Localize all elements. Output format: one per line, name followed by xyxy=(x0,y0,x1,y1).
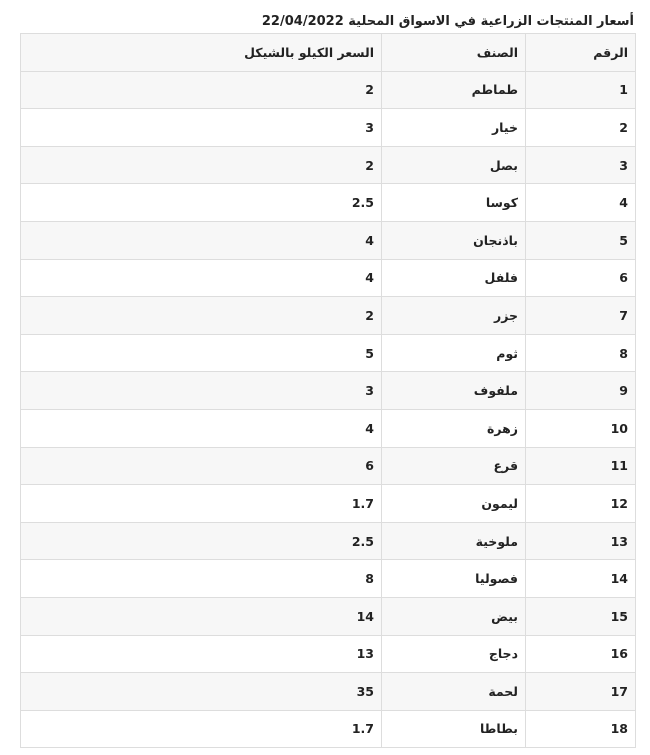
table-row xyxy=(21,184,636,222)
cell-number: 2 xyxy=(526,109,636,147)
cell-price: 5 xyxy=(21,334,382,372)
cell-price: 4 xyxy=(21,221,382,259)
table-row xyxy=(21,409,636,447)
header-number: الرقم xyxy=(526,34,636,72)
cell-price: 2 xyxy=(21,71,382,109)
cell-price: 8 xyxy=(21,560,382,598)
cell-number: 11 xyxy=(526,447,636,485)
table-body xyxy=(21,71,636,748)
cell-number: 4 xyxy=(526,184,636,222)
cell-price: 3 xyxy=(21,372,382,410)
header-row xyxy=(21,34,636,72)
cell-number: 1 xyxy=(526,71,636,109)
cell-number: 18 xyxy=(526,710,636,748)
table-row xyxy=(21,673,636,711)
table-header xyxy=(21,34,636,72)
table-row xyxy=(21,635,636,673)
table-row xyxy=(21,447,636,485)
cell-number: 17 xyxy=(526,673,636,711)
cell-price: 1.7 xyxy=(21,710,382,748)
table-row xyxy=(21,522,636,560)
table-row xyxy=(21,109,636,147)
cell-item: بيض xyxy=(382,597,526,635)
cell-number: 8 xyxy=(526,334,636,372)
table-row xyxy=(21,221,636,259)
cell-price: 6 xyxy=(21,447,382,485)
table-row xyxy=(21,334,636,372)
cell-price: 2 xyxy=(21,146,382,184)
cell-price: 3 xyxy=(21,109,382,147)
cell-number: 15 xyxy=(526,597,636,635)
cell-price: 2 xyxy=(21,297,382,335)
cell-number: 6 xyxy=(526,259,636,297)
cell-number: 7 xyxy=(526,297,636,335)
cell-price: 4 xyxy=(21,259,382,297)
cell-item: خيار xyxy=(382,109,526,147)
cell-item: لحمة xyxy=(382,673,526,711)
cell-item: ملفوف xyxy=(382,372,526,410)
cell-price: 2.5 xyxy=(21,522,382,560)
cell-item: جزر xyxy=(382,297,526,335)
cell-number: 16 xyxy=(526,635,636,673)
cell-number: 5 xyxy=(526,221,636,259)
prices-table xyxy=(20,33,636,748)
cell-item: كوسا xyxy=(382,184,526,222)
cell-price: 1.7 xyxy=(21,485,382,523)
cell-item: بصل xyxy=(382,146,526,184)
table-row xyxy=(21,297,636,335)
cell-price: 35 xyxy=(21,673,382,711)
cell-item: ليمون xyxy=(382,485,526,523)
cell-item: ثوم xyxy=(382,334,526,372)
cell-item: طماطم xyxy=(382,71,526,109)
cell-item: قرع xyxy=(382,447,526,485)
cell-number: 9 xyxy=(526,372,636,410)
cell-price: 2.5 xyxy=(21,184,382,222)
cell-price: 4 xyxy=(21,409,382,447)
cell-price: 14 xyxy=(21,597,382,635)
table-caption: أسعار المنتجات الزراعية في الاسواق المحلية 22/04/2022 xyxy=(261,14,634,29)
cell-price: 13 xyxy=(21,635,382,673)
table-row xyxy=(21,259,636,297)
cell-number: 12 xyxy=(526,485,636,523)
header-item: الصنف xyxy=(382,34,526,72)
cell-number: 10 xyxy=(526,409,636,447)
cell-item: باذنجان xyxy=(382,221,526,259)
cell-number: 3 xyxy=(526,146,636,184)
table-row xyxy=(21,710,636,748)
cell-item: زهرة xyxy=(382,409,526,447)
table-row xyxy=(21,597,636,635)
cell-item: فلفل xyxy=(382,259,526,297)
cell-number: 14 xyxy=(526,560,636,598)
table-row xyxy=(21,71,636,109)
cell-number: 13 xyxy=(526,522,636,560)
table-row xyxy=(21,485,636,523)
cell-item: دجاج xyxy=(382,635,526,673)
cell-item: بطاطا xyxy=(382,710,526,748)
table-row xyxy=(21,560,636,598)
cell-item: فصوليا xyxy=(382,560,526,598)
cell-item: ملوخية xyxy=(382,522,526,560)
table-row xyxy=(21,372,636,410)
header-price: السعر الكيلو بالشيكل xyxy=(21,34,382,72)
table-row xyxy=(21,146,636,184)
